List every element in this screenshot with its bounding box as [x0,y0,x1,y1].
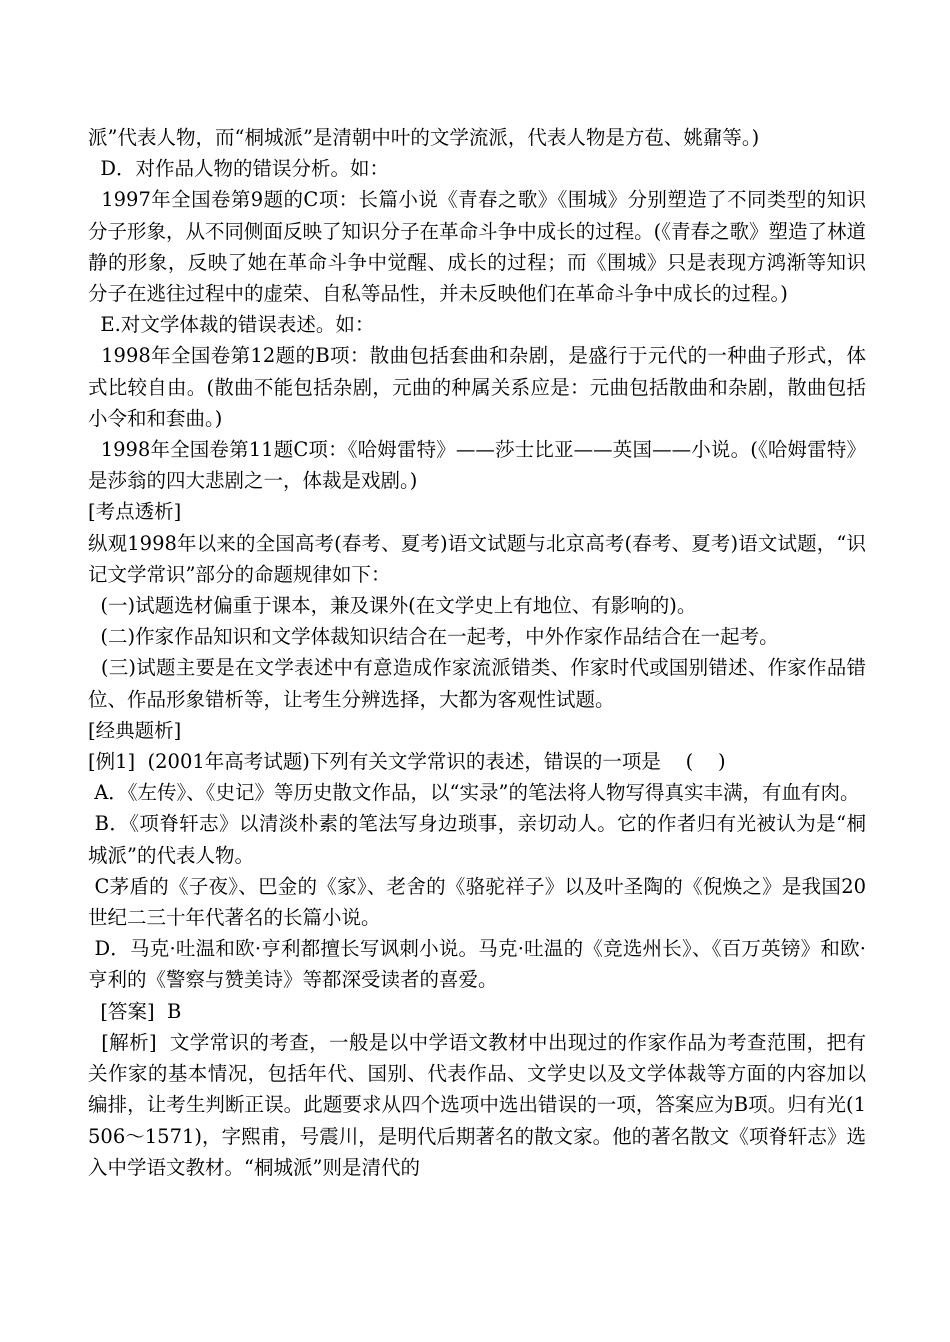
paragraph-1998-q12: 1998年全国卷第12题的B项：散曲包括套曲和杂剧，是盛行于元代的一种曲子形式，体式比较自由。(散曲不能包括杂剧，元曲的种属关系应是：元曲包括散曲和杂剧，散曲包括小令和和套曲。) [88,344,866,430]
paragraph-tongcheng-note: 派”代表人物，而“桐城派”是清朝中叶的文学流派，代表人物是方苞、姚鼐等。) [88,126,760,149]
option-c: C茅盾的《子夜》、巴金的《家》、老舍的《骆驼祥子》以及叶圣陶的《倪焕之》是我国20世纪二三十年代著名的长篇小说。 [88,874,867,930]
option-b: B．《项脊轩志》以清淡朴素的笔法写身边琐事，亲切动人。它的作者归有光被认为是“桐城派”的代表人物。 [88,812,866,867]
paragraph-heading-d: D．对作品人物的错误分析。如： [88,157,390,181]
explanation-paragraph: [解析] 文学常识的考查，一般是以中学语文教材中出现过的作家作品为考查范围，把有关作家的基本情况，包括年代、国别、代表作品、文学史以及文学体裁等方面的内容加以编排，让考生判断正误。此题要求从四个选项中选出错误的一项，答案应为B项。归有光(1506～1571)，字熙甫，号震川，是明代后期著名的散文家。他的著名散文《项脊轩志》选入中学语文教材。“桐城派”则是清代的 [88,1030,866,1179]
document-page [88,122,866,1183]
paragraph-rule-2: (二)作家作品知识和文学体裁知识结合在一起考，中外作家作品结合在一起考。 [88,625,779,649]
option-a: A．《左传》、《史记》等历史散文作品，以“实录”的笔法将人物写得真实丰满，有血有肉。 [88,781,860,805]
paragraph-overview: 纵观1998年以来的全国高考(春考、夏考)语文试题与北京高考(春考、夏考)语文试题，“识记文学常识”部分的命题规律如下： [88,531,866,586]
paragraph-rule-3: (三)试题主要是在文学表述中有意造成作家流派错类、作家时代或国别错述、作家作品错位、作品形象错析等，让考生分辨选择，大都为客观性试题。 [88,656,866,711]
section-heading-analysis: [考点透析] [88,500,182,524]
option-d: D．马克·吐温和欧·亨利都擅长写讽刺小说。马克·吐温的《竞选州长》、《百万英镑》和欧·亨利的《警察与赞美诗》等都深受读者的喜爱。 [88,937,866,992]
section-heading-examples: [经典题析] [88,718,182,742]
paragraph-heading-e: E.对文学体裁的错误表述。如： [88,313,375,337]
paragraph-1997-q9: 1997年全国卷第9题的C项：长篇小说《青春之歌》《围城》分别塑造了不同类型的知识分子形象，从不同侧面反映了知识分子在革命斗争中成长的过程。(《青春之歌》塑造了林道静的形象，反映了她在革命斗争中觉醒、成长的过程；而《围城》只是表现方鸿渐等知识分子在逃往过程中的虚荣、自私等品性，并未反映他们在革命斗争中成长的过程。) [88,188,866,306]
example-1-question: [例1] (2001年高考试题)下列有关文学常识的表述，错误的一项是 ( ) [88,750,726,774]
paragraph-1998-q11: 1998年全国卷第11题C项：《哈姆雷特》——莎士比亚——英国——小说。(《哈姆雷特》是莎翁的四大悲剧之一，体裁是戏剧。) [88,438,866,493]
answer-line: [答案] B [88,999,182,1023]
paragraph-rule-1: (一)试题选材偏重于课本，兼及课外(在文学史上有地位、有影响的)。 [88,594,697,618]
